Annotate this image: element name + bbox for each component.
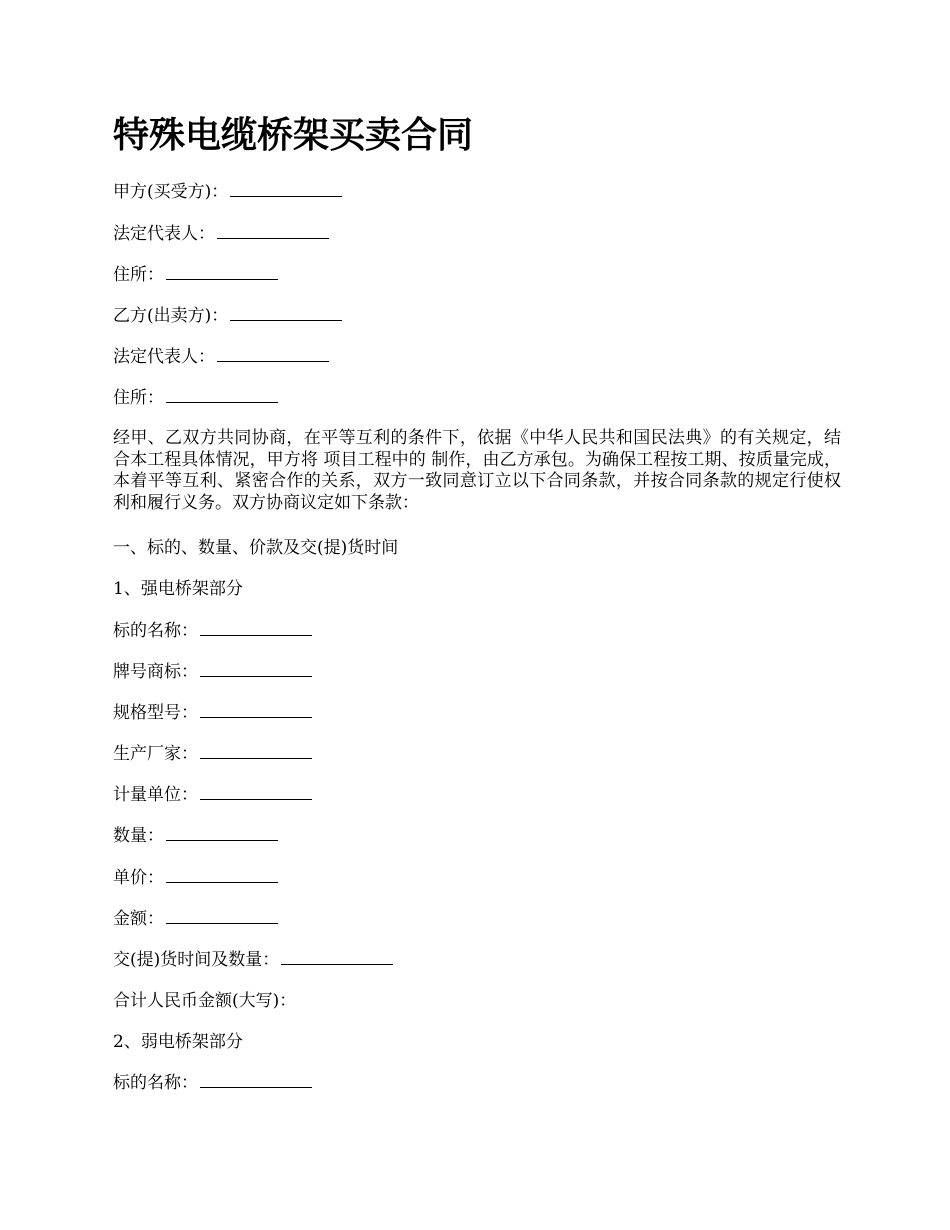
field-blank [200, 660, 312, 677]
part1-field-label: 生产厂家： [113, 744, 198, 764]
part1-field-label: 交(提)货时间及数量： [113, 950, 280, 970]
field-blank [200, 619, 312, 636]
part1-field-label: 规格型号： [113, 703, 198, 723]
field-blank [200, 701, 312, 718]
field-blank [200, 1071, 312, 1088]
party-b-line [113, 304, 342, 328]
field-blank [200, 783, 312, 800]
party-a-line [113, 180, 342, 204]
part1-field-label: 单价： [113, 868, 164, 888]
field-blank [166, 824, 278, 841]
part1-field-label: 牌号商标： [113, 662, 198, 682]
party-b-label: 乙方(出卖方)： [113, 306, 229, 326]
party-a-rep-blank [217, 222, 329, 239]
party-b-rep-blank [217, 345, 329, 362]
part1-field-label: 计量单位： [113, 785, 198, 805]
document-title: 特殊电缆桥架买卖合同 [113, 114, 474, 156]
part1-heading: 1、强电桥架部分 [113, 579, 243, 599]
party-b-rep-line [113, 345, 329, 369]
part1-field-label: 数量： [113, 826, 164, 846]
part1-field-line [113, 701, 312, 725]
part1-field-line [113, 619, 312, 643]
part1-field-line [113, 907, 278, 931]
field-blank [281, 948, 393, 965]
party-a-address-blank [166, 263, 278, 280]
party-a-rep-label: 法定代表人： [113, 224, 215, 244]
party-b-address-label: 住所： [113, 388, 164, 408]
field-blank [166, 907, 278, 924]
party-b-address-blank [166, 386, 278, 403]
part1-field-line [113, 866, 278, 890]
part2-heading: 2、弱电桥架部分 [113, 1032, 243, 1052]
party-b-address-line [113, 386, 278, 410]
part2-field-line [113, 1071, 312, 1095]
preamble-paragraph: 经甲、乙双方共同协商，在平等互利的条件下，依据《中华人民共和国民法典》的有关规定，结合本工程具体情况，甲方将 项目工程中的 制作，由乙方承包。为确保工程按工期、按质量完成，本着平等互利、紧密合作的关系，双方一致同意订立以下合同条款，并按合同条款的规定行使权利和履行义务。双方协商议定如下条款： [113, 428, 841, 513]
part1-field-line [113, 660, 312, 684]
part1-field-label: 标的名称： [113, 621, 198, 641]
part1-field-label: 金额： [113, 909, 164, 929]
party-a-address-label: 住所： [113, 265, 164, 285]
part1-field-line [113, 742, 312, 766]
party-a-blank [230, 180, 342, 197]
part1-field-line [113, 824, 278, 848]
part1-field-line [113, 948, 393, 972]
party-b-blank [230, 304, 342, 321]
party-a-rep-line [113, 222, 329, 246]
party-a-address-line [113, 263, 278, 287]
field-blank [200, 742, 312, 759]
part1-total-line: 合计人民币金额(大写)： [113, 991, 297, 1011]
part2-field-label: 标的名称： [113, 1073, 198, 1093]
field-blank [166, 866, 278, 883]
part1-field-line [113, 783, 312, 807]
party-a-label: 甲方(买受方)： [113, 182, 229, 202]
party-b-rep-label: 法定代表人： [113, 347, 215, 367]
section1-heading: 一、标的、数量、价款及交(提)货时间 [113, 538, 399, 558]
